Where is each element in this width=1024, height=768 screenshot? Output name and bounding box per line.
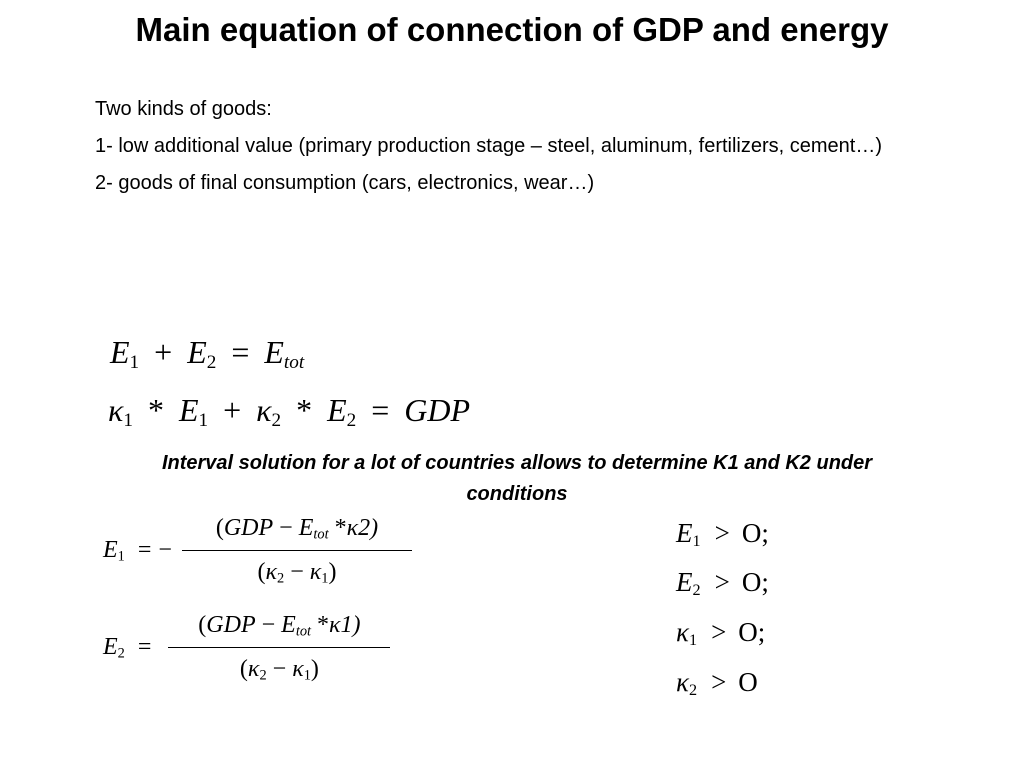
minus-operator: − [261,612,276,638]
subscript: 1 [321,570,329,587]
condition-e1 [676,518,769,551]
minus-operator: − [290,558,304,585]
minus-operator: − [158,536,172,563]
zero-value: O; [741,518,769,548]
minus-operator: − [279,515,293,541]
subscript: 2 [206,351,217,373]
zero-value: O; [738,617,766,647]
e-symbol: E [264,334,284,370]
equals-operator: = [137,536,152,563]
goods-intro: Two kinds of goods: [95,98,272,120]
kappa-symbol: κ [292,655,304,682]
slide-title: Main equation of connection of GDP and energy [135,11,889,48]
times-operator: * [317,612,330,638]
times-operator: * [147,392,164,428]
subscript: 1 [117,548,125,565]
paren: ( [215,515,224,541]
fraction-numerator [208,515,386,550]
energy-sum-equation [110,334,304,374]
paren: ( [198,612,207,638]
kappa-symbol: κ [676,617,689,647]
kappa-symbol: κ [265,558,277,585]
paren: ( [257,558,266,585]
condition-k1 [676,617,765,650]
kappa-symbol: κ [676,667,689,697]
fraction-denominator [249,551,344,588]
paren: ) [328,558,337,585]
e-symbol: E [327,392,347,428]
subscript: 2 [692,581,701,600]
subscript: 1 [123,409,133,431]
kappa-term: κ2) [346,515,379,541]
condition-k2 [676,667,758,700]
kappa-symbol: κ [256,392,272,428]
subscript: 1 [688,631,698,650]
greater-than-operator: > [711,617,727,647]
subscript: 1 [692,532,701,551]
times-operator: * [296,392,313,428]
subscript: tot [283,351,305,373]
subscript: 2 [117,645,125,662]
minus-operator: − [272,655,287,682]
e-symbol: E [103,536,118,563]
e1-formula [103,515,412,587]
e-symbol: E [110,334,130,370]
subscript: tot [295,623,312,640]
e-symbol: E [298,515,314,541]
paren: ( [239,655,248,682]
e-symbol: E [676,567,693,597]
plus-operator: + [223,392,242,428]
equals-operator: = [137,633,152,660]
kappa-symbol: κ [247,655,260,682]
plus-operator: + [154,334,173,370]
gdp-equation [108,392,470,432]
subscript: 2 [346,409,357,431]
subscript: 1 [303,667,311,684]
gdp-symbol: GDP [223,515,274,541]
e1-fraction [182,515,412,587]
zero-value: O; [741,567,769,597]
paren: ) [310,655,319,682]
gdp-symbol: GDP [404,392,471,428]
goods-kind-2: 2- goods of final consumption (cars, electronics, wear…) [95,172,595,194]
body-text [95,94,895,205]
equals-operator: = [231,334,250,370]
e-symbol: E [676,518,693,548]
e-symbol: E [178,392,199,428]
kappa-symbol: κ [309,558,322,585]
kappa-symbol: κ [108,392,124,428]
subscript: 1 [198,409,209,431]
zero-value: O [738,667,758,697]
subscript: 1 [129,351,140,373]
goods-kind-1: 1- low additional value (primary production stage – steel, aluminum, fertilizers, cement…) [95,135,883,157]
times-operator: * [334,515,347,541]
e-symbol: E [103,633,118,660]
subscript: 2 [259,667,267,684]
e2-fraction [168,612,390,684]
subscript: 2 [276,570,285,587]
e-symbol: E [281,612,296,638]
gdp-symbol: GDP [206,612,256,638]
fraction-denominator [232,648,327,685]
equals-operator: = [371,392,390,428]
greater-than-operator: > [714,518,730,548]
e2-formula [103,612,390,684]
e-symbol: E [187,334,207,370]
greater-than-operator: > [714,567,730,597]
condition-e2 [676,567,769,600]
subscript: 2 [688,681,698,700]
fraction-numerator [190,612,368,647]
subscript: 2 [271,409,282,431]
subscript: tot [313,526,329,543]
greater-than-operator: > [711,667,727,697]
interval-note: Interval solution for a lot of countries allows to determine K1 and K2 under conditions [161,452,873,505]
kappa-term: κ1) [329,612,361,638]
